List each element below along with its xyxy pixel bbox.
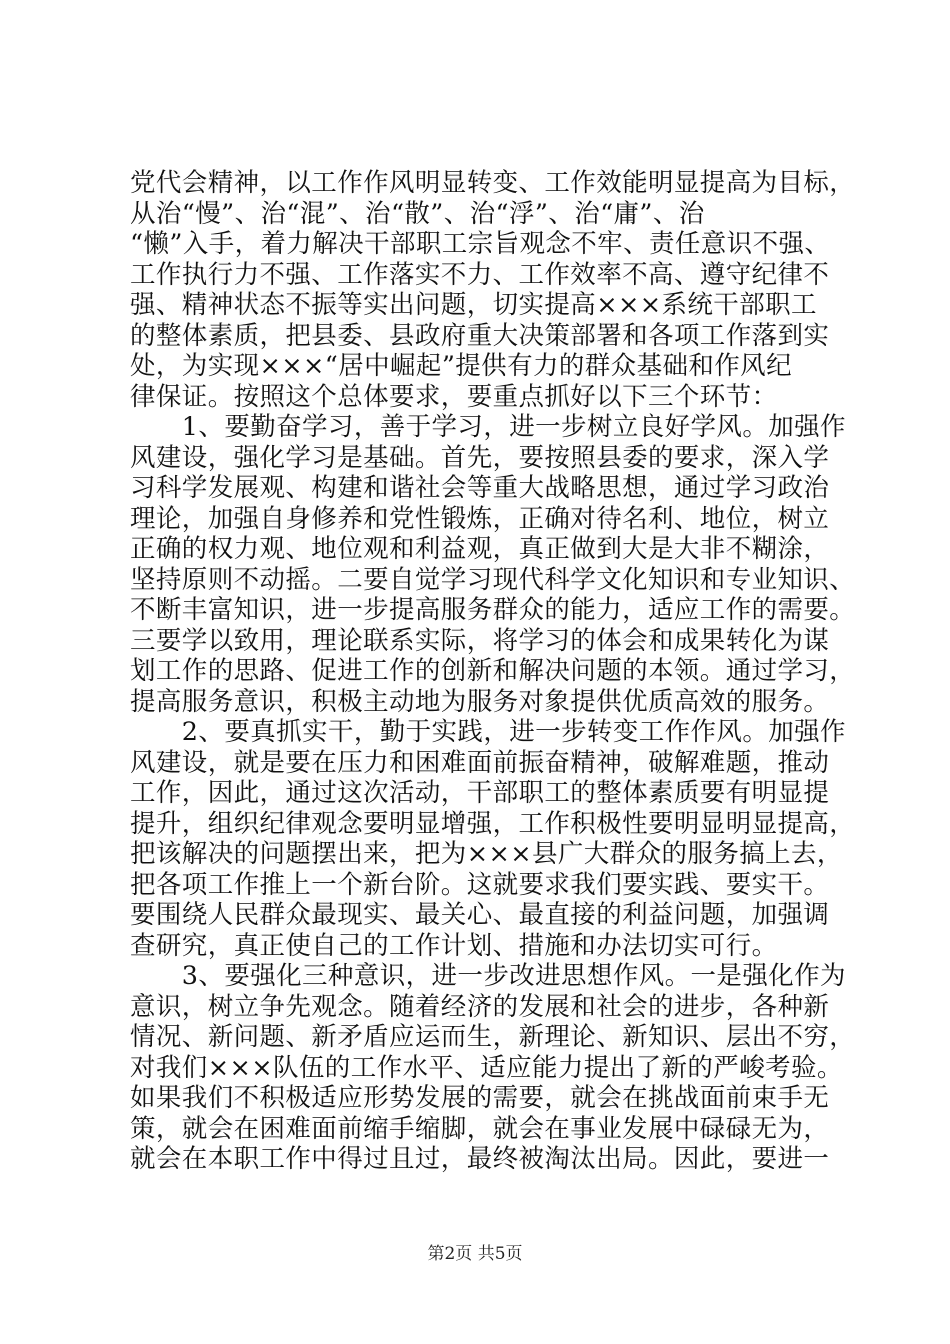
paragraph-1-start: 1、要勤奋学习，善于学习，进一步树立良好学风。加强作 bbox=[130, 412, 846, 442]
text-line: 提高服务意识，积极主动地为服务对象提供优质高效的服务。 bbox=[130, 686, 830, 717]
text-line: 情况、新问题、新矛盾应运而生，新理论、新知识、层出不穷， bbox=[130, 1022, 856, 1052]
document-body bbox=[130, 168, 856, 1175]
text-line: 把该解决的问题摆出来，把为×××县广大群众的服务搞上去， bbox=[130, 839, 843, 869]
paragraph-2-start: 2、要真抓实干，勤于实践，进一步转变工作作风。加强作 bbox=[130, 717, 846, 747]
text-line: 强、精神状态不振等实出问题，切实提高×××系统干部职工 bbox=[130, 290, 817, 320]
text-line: 坚持原则不动摇。二要自觉学习现代科学文化知识和专业知识、 bbox=[130, 564, 856, 595]
text-line: 工作执行力不强、工作落实不力、工作效率不高、遵守纪律不 bbox=[130, 259, 830, 290]
text-line: 把各项工作推上一个新台阶。这就要求我们要实践、要实干。 bbox=[130, 869, 830, 900]
text-line: 查研究，真正使自己的工作计划、措施和办法切实可行。 bbox=[130, 930, 778, 961]
text-line: 如果我们不积极适应形势发展的需要，就会在挑战面前束手无 bbox=[130, 1083, 830, 1113]
text-line: “懒”入手，着力解决干部职工宗旨观念不牢、责任意识不强、 bbox=[130, 229, 831, 259]
text-line: 工作，因此，通过这次活动，干部职工的整体素质要有明显提 bbox=[130, 778, 830, 808]
text-line: 习科学发展观、构建和谐社会等重大战略思想，通过学习政治 bbox=[130, 473, 830, 503]
text-line: 划工作的思路、促进工作的创新和解决问题的本领。通过学习， bbox=[130, 656, 856, 686]
text-line: 风建设，强化学习是基础。首先，要按照县委的要求，深入学 bbox=[130, 442, 830, 473]
text-line: 党代会精神，以工作作风明显转变、工作效能明显提高为目标， bbox=[130, 168, 856, 198]
text-line: 的整体素质，把县委、县政府重大决策部署和各项工作落到实 bbox=[130, 320, 830, 351]
text-line: 提升，组织纪律观念要明显增强，工作积极性要明显明显提高， bbox=[130, 808, 856, 839]
text-line: 三要学以致用，理论联系实际，将学习的体会和成果转化为谋 bbox=[130, 625, 830, 656]
text-line: 对我们×××队伍的工作水平、适应能力提出了新的严峻考验。 bbox=[130, 1052, 843, 1083]
text-line: 意识，树立争先观念。随着经济的发展和社会的进步，各种新 bbox=[130, 991, 830, 1022]
text-line: 从治“慢”、治“混”、治“散”、治“浮”、治“庸”、治 bbox=[130, 198, 705, 229]
text-line: 处，为实现×××“居中崛起”提供有力的群众基础和作风纪 bbox=[130, 351, 792, 381]
text-line: 不断丰富知识，进一步提高服务群众的能力，适应工作的需要。 bbox=[130, 595, 856, 625]
text-line: 风建设，就是要在压力和困难面前振奋精神，破解难题，推动 bbox=[130, 747, 830, 778]
page-footer: 第2页 共5页 bbox=[427, 1244, 523, 1264]
text-line: 律保证。按照这个总体要求，要重点抓好以下三个环节： bbox=[130, 381, 778, 412]
text-line: 策，就会在困难面前缩手缩脚，就会在事业发展中碌碌无为， bbox=[130, 1113, 830, 1144]
text-line: 理论，加强自身修养和党性锻炼，正确对待名利、地位，树立 bbox=[130, 503, 830, 534]
text-line: 要围绕人民群众最现实、最关心、最直接的利益问题，加强调 bbox=[130, 900, 830, 930]
text-line: 正确的权力观、地位观和利益观，真正做到大是大非不糊涂， bbox=[130, 534, 830, 564]
text-line: 就会在本职工作中得过且过，最终被淘汰出局。因此，要进一 bbox=[130, 1144, 830, 1174]
paragraph-3-start: 3、要强化三种意识，进一步改进思想作风。一是强化作为 bbox=[130, 961, 846, 991]
